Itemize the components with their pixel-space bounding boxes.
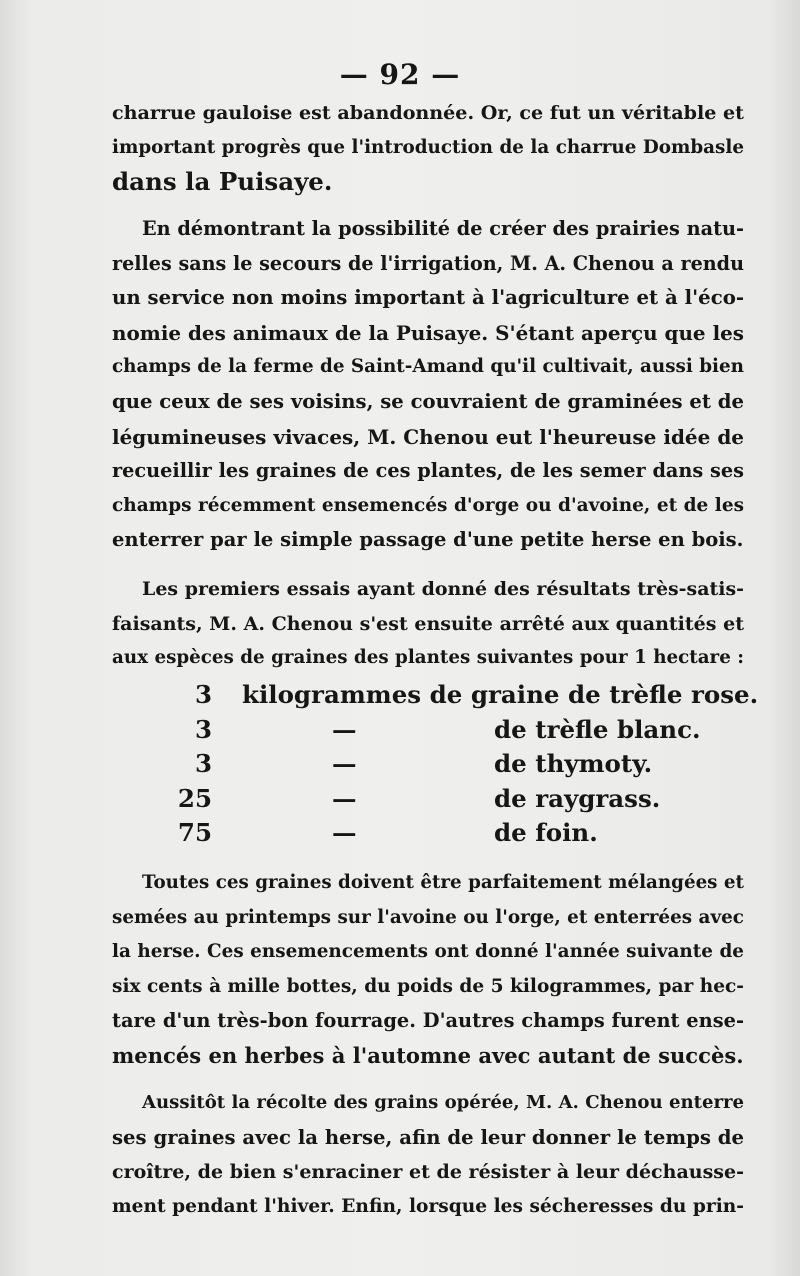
seed-quantity: 3 bbox=[194, 714, 212, 744]
text-line: la herse. Ces ensemencements ont donné l'année suivante de bbox=[112, 941, 744, 963]
text-line: dans la Puisaye. bbox=[112, 167, 333, 197]
seed-quantity: 3 bbox=[194, 749, 212, 779]
text-line: Toutes ces graines doivent être parfaitement mélangées et bbox=[142, 872, 744, 893]
text-line: mencés en herbes à l'automne avec autant de succès. bbox=[112, 1042, 744, 1068]
seed-list-item bbox=[112, 818, 744, 853]
seed-description: de foin. bbox=[494, 818, 598, 848]
paragraph-1 bbox=[112, 96, 744, 200]
text-line: ment pendant l'hiver. Enfin, lorsque les sécheresses du prin- bbox=[112, 1195, 744, 1217]
ditto-dash: — bbox=[332, 818, 357, 848]
seed-list-item bbox=[112, 749, 744, 784]
seed-quantity: 25 bbox=[177, 783, 212, 813]
seed-description: de raygrass. bbox=[494, 783, 661, 813]
seed-list bbox=[112, 680, 759, 853]
text-line: ses graines avec la herse, afin de leur donner le temps de bbox=[112, 1125, 744, 1149]
text-line: un service non moins important à l'agriculture et à l'éco- bbox=[112, 286, 744, 310]
text-line: charrue gauloise est abandonnée. Or, ce fut un véritable et bbox=[112, 101, 744, 124]
ditto-dash: — bbox=[332, 783, 357, 813]
text-line: nomie des animaux de la Puisaye. S'étant aperçu que les bbox=[112, 320, 744, 345]
text-line: faisants, M. A. Chenou s'est ensuite arrêté aux quantités et bbox=[112, 612, 744, 635]
seed-quantity: 3 bbox=[194, 680, 212, 709]
text-line: relles sans le secours de l'irrigation, M. A. Chenou a rendu bbox=[112, 251, 744, 275]
text-line: aux espèces de graines des plantes suivantes pour 1 hectare : bbox=[112, 647, 744, 669]
text-line: recueillir les graines de ces plantes, de les semer dans ses bbox=[112, 459, 744, 483]
text-line: Aussitôt la récolte des grains opérée, M. A. Chenou enterre bbox=[142, 1092, 744, 1113]
seed-list-item bbox=[112, 680, 759, 715]
seed-description: de trèfle blanc. bbox=[494, 714, 701, 744]
text-line: six cents à mille bottes, du poids de 5 kilogrammes, par hec- bbox=[112, 975, 744, 997]
text-line: important progrès que l'introduction de la charrue Dombasle bbox=[112, 136, 744, 158]
ditto-dash: — bbox=[332, 714, 357, 744]
ditto-dash: — bbox=[332, 749, 357, 779]
seed-description: de thymoty. bbox=[494, 749, 653, 779]
paragraph-3 bbox=[112, 572, 744, 676]
paragraph-5 bbox=[112, 1086, 744, 1224]
text-line: semées au printemps sur l'avoine ou l'orge, et enterrées avec bbox=[112, 906, 744, 928]
page-number: — 92 — bbox=[339, 58, 461, 91]
paragraph-4 bbox=[112, 866, 744, 1074]
text-line: champs de la ferme de Saint-Amand qu'il cultivait, aussi bien bbox=[112, 356, 744, 378]
text-line: Les premiers essais ayant donné des résultats très-satis- bbox=[142, 578, 744, 600]
seed-quantity: 75 bbox=[177, 818, 212, 848]
text-line: que ceux de ses voisins, se couvraient de graminées et de bbox=[112, 389, 744, 413]
text-line: En démontrant la possibilité de créer des prairies natu- bbox=[142, 217, 744, 240]
seed-list-item bbox=[112, 715, 744, 750]
text-line: légumineuses vivaces, M. Chenou eut l'heureuse idée de bbox=[112, 424, 744, 449]
text-line: enterrer par le simple passage d'une petite herse en bois. bbox=[112, 528, 744, 552]
text-line: croître, de bien s'enraciner et de résister à leur déchausse- bbox=[112, 1161, 744, 1184]
seed-description: kilogrammes de graine de trèfle rose. bbox=[242, 680, 759, 709]
text-line: champs récemment ensemencés d'orge ou d'avoine, et de les bbox=[112, 494, 744, 516]
text-line: tare d'un très-bon fourrage. D'autres champs furent ense- bbox=[112, 1009, 744, 1033]
paragraph-2 bbox=[112, 212, 744, 558]
seed-list-item bbox=[112, 784, 744, 819]
